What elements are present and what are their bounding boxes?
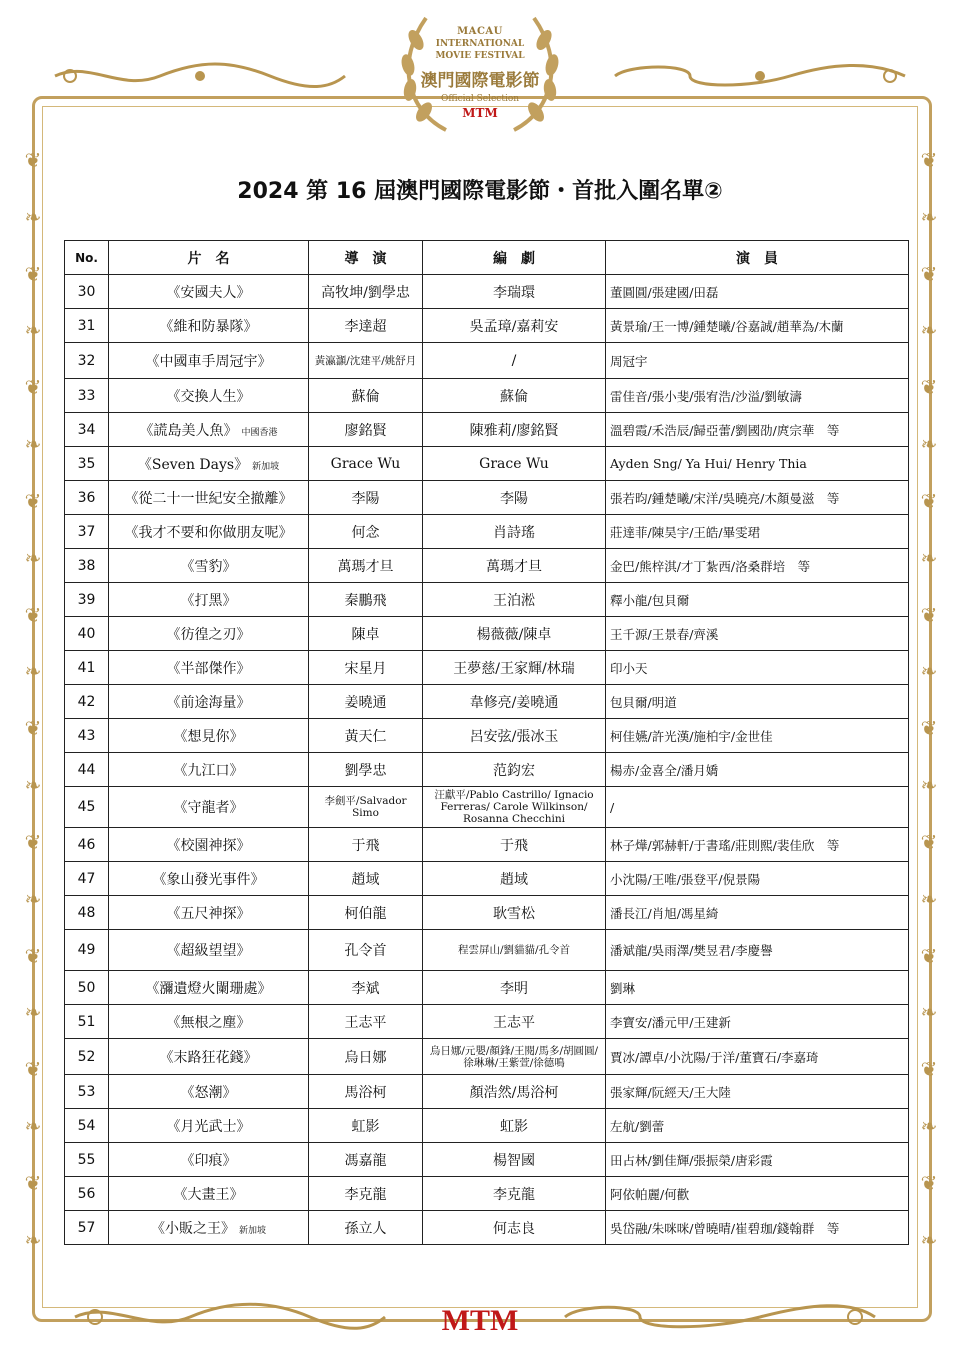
film-title-text: 《無根之塵》 <box>166 1014 251 1031</box>
table-row <box>65 1075 909 1109</box>
director-cell: 秦鵬飛 <box>309 583 423 617</box>
cast-cell: / <box>606 787 909 828</box>
table-row <box>65 896 909 930</box>
selection-table <box>64 240 909 1245</box>
writer-cell: 肖詩瑤 <box>423 515 606 549</box>
writer-cell: 王泊淞 <box>423 583 606 617</box>
film-title-text: 《交換人生》 <box>166 388 251 405</box>
film-title-text: 《安國夫人》 <box>166 284 251 301</box>
film-title <box>109 343 309 379</box>
director-cell: 高牧坤/劉學忠 <box>309 275 423 309</box>
table-row <box>65 971 909 1005</box>
cast-cell: 劉琳 <box>606 971 909 1005</box>
writer-cell: 王夢慈/王家輝/林瑞 <box>423 651 606 685</box>
writer-cell: 蘇倫 <box>423 379 606 413</box>
film-region-label: 新加坡 <box>238 1225 266 1236</box>
film-title <box>109 1177 309 1211</box>
film-title-text: 《前途海量》 <box>166 694 251 711</box>
director-cell: 李陽 <box>309 481 423 515</box>
cast-cell: 楊赤/金喜全/潘月嬌 <box>606 753 909 787</box>
writer-cell: 程雲屏山/劉貓貓/孔令首 <box>423 930 606 971</box>
table-row <box>65 1177 909 1211</box>
header-director: 導 演 <box>309 241 423 275</box>
director-cell: 于飛 <box>309 828 423 862</box>
table-row <box>65 1109 909 1143</box>
film-title-text: 《月光武士》 <box>166 1118 251 1135</box>
film-title <box>109 1109 309 1143</box>
table-row <box>65 787 909 828</box>
director-cell: 劉學忠 <box>309 753 423 787</box>
film-title-text: 《謊島美人魚》 <box>139 422 238 439</box>
row-number: 51 <box>65 1005 109 1039</box>
writer-cell: 李明 <box>423 971 606 1005</box>
row-number: 42 <box>65 685 109 719</box>
table-row <box>65 1039 909 1075</box>
film-title <box>109 549 309 583</box>
table-row <box>65 862 909 896</box>
film-title-text: 《彷徨之刃》 <box>166 626 251 643</box>
writer-cell: 王志平 <box>423 1005 606 1039</box>
film-title <box>109 1143 309 1177</box>
writer-cell: 于飛 <box>423 828 606 862</box>
director-cell: 李斌 <box>309 971 423 1005</box>
table-row <box>65 549 909 583</box>
film-title-text: 《從二十一世紀安全撤離》 <box>124 490 293 507</box>
film-title-text: 《雪豹》 <box>180 558 237 575</box>
film-title <box>109 753 309 787</box>
director-cell: 虹影 <box>309 1109 423 1143</box>
festival-laurel-logo <box>386 10 574 140</box>
row-number: 45 <box>65 787 109 828</box>
director-cell: 馬浴柯 <box>309 1075 423 1109</box>
writer-cell: / <box>423 343 606 379</box>
page-title: 2024 第 16 屆澳門國際電影節・首批入圍名單② <box>237 179 723 204</box>
writer-cell: 虹影 <box>423 1109 606 1143</box>
director-cell: 蘇倫 <box>309 379 423 413</box>
writer-cell: 楊薇薇/陳卓 <box>423 617 606 651</box>
film-title-text: 《超級望望》 <box>166 943 251 959</box>
cast-cell: 董圓圓/張建國/田磊 <box>606 275 909 309</box>
film-title-text: 《九江口》 <box>173 762 244 779</box>
table-row <box>65 481 909 515</box>
row-number: 38 <box>65 549 109 583</box>
cast-cell: 柯佳嬿/許光漢/施柏宇/金世佳 <box>606 719 909 753</box>
film-title <box>109 930 309 971</box>
director-cell: 趙域 <box>309 862 423 896</box>
film-title-text: 《小販之王》 <box>150 1220 235 1237</box>
header-cast: 演 員 <box>606 241 909 275</box>
film-title <box>109 1211 309 1245</box>
table-body <box>65 275 909 1245</box>
director-cell: 黃天仁 <box>309 719 423 753</box>
film-title <box>109 515 309 549</box>
film-title <box>109 1075 309 1109</box>
row-number: 43 <box>65 719 109 753</box>
writer-cell: 陳雅莉/廖銘賢 <box>423 413 606 447</box>
cast-cell: 潘長江/肖旭/馮星綺 <box>606 896 909 930</box>
table-row <box>65 1005 909 1039</box>
logo-line-macau: MACAU <box>457 26 503 37</box>
table-row <box>65 1211 909 1245</box>
director-cell: 陳卓 <box>309 617 423 651</box>
table-header-row <box>65 241 909 275</box>
row-number: 30 <box>65 275 109 309</box>
cast-cell: 張若昀/鍾楚曦/宋洋/吳曉亮/木顏曼滋 等 <box>606 481 909 515</box>
cast-cell: 小沈陽/王唯/張登平/倪景陽 <box>606 862 909 896</box>
table-row <box>65 343 909 379</box>
film-title-text: 《大畫王》 <box>173 1186 244 1203</box>
film-title <box>109 275 309 309</box>
top-right-scroll-ornament <box>610 62 910 90</box>
film-title-text: 《校園神探》 <box>166 837 251 854</box>
row-number: 49 <box>65 930 109 971</box>
film-region-label: 新加坡 <box>252 461 280 472</box>
row-number: 44 <box>65 753 109 787</box>
writer-cell: 顏浩然/馬浴柯 <box>423 1075 606 1109</box>
cast-cell: 莊達菲/陳昊宇/王皓/畢雯珺 <box>606 515 909 549</box>
director-cell: 孫立人 <box>309 1211 423 1245</box>
row-number: 31 <box>65 309 109 343</box>
top-left-scroll-ornament <box>50 62 350 90</box>
row-number: 41 <box>65 651 109 685</box>
director-cell: 萬瑪才旦 <box>309 549 423 583</box>
left-ornament: ❦ ❧ ❦ ❧ ❦ ❧ ❦ ❧ ❦ ❧ ❦ ❧ ❦ ❧ ❦ ❧ ❦ ❧ ❦ ❧ <box>24 148 42 1252</box>
row-number: 53 <box>65 1075 109 1109</box>
row-number: 56 <box>65 1177 109 1211</box>
writer-cell: 李克龍 <box>423 1177 606 1211</box>
film-title-text: 《半部傑作》 <box>166 660 251 677</box>
writer-cell: 趙域 <box>423 862 606 896</box>
film-title-text: 《想見你》 <box>173 728 244 745</box>
logo-chinese-name: 澳門國際電影節 <box>420 71 540 91</box>
writer-cell: 烏日娜/元嬰/顏鋒/王閱/馬多/胡圓圓/徐琳琳/王紫萱/徐德鳴 <box>423 1039 606 1075</box>
table-row <box>65 583 909 617</box>
film-title <box>109 309 309 343</box>
cast-cell: 釋小龍/包貝爾 <box>606 583 909 617</box>
cast-cell: 左航/劉蕾 <box>606 1109 909 1143</box>
film-region-label: 中國香港 <box>241 427 278 438</box>
table-row <box>65 930 909 971</box>
logo-line-movie-festival: MOVIE FESTIVAL <box>435 51 525 61</box>
film-title <box>109 971 309 1005</box>
writer-cell: 汪獻平/Pablo Castrillo/ Ignacio Ferreras/ Carole Wilkinson/ Rosanna Checchini <box>423 787 606 828</box>
writer-cell: 范鈞宏 <box>423 753 606 787</box>
cast-cell: 黃景瑜/王一博/鍾楚曦/谷嘉誠/趙華為/木蘭 <box>606 309 909 343</box>
writer-cell: 李瑞環 <box>423 275 606 309</box>
writer-cell: 呂安弦/張冰玉 <box>423 719 606 753</box>
director-cell: 孔令首 <box>309 930 423 971</box>
cast-cell: 田占林/劉佳輝/張振榮/唐彩霞 <box>606 1143 909 1177</box>
cast-cell: 金巴/熊梓淇/才丁紮西/洛桑群培 等 <box>606 549 909 583</box>
film-title <box>109 617 309 651</box>
cast-cell: 雷佳音/張小斐/張宥浩/沙溢/劉敏濤 <box>606 379 909 413</box>
cast-cell: 潘斌龍/吳雨澤/樊昱君/李慶譽 <box>606 930 909 971</box>
row-number: 40 <box>65 617 109 651</box>
cast-cell: 包貝爾/明道 <box>606 685 909 719</box>
right-ornament: ❦ ❧ ❦ ❧ ❦ ❧ ❦ ❧ ❦ ❧ ❦ ❧ ❦ ❧ ❦ ❧ ❦ ❧ ❦ ❧ <box>920 148 938 1252</box>
cast-cell: Ayden Sng/ Ya Hui/ Henry Thia <box>606 447 909 481</box>
film-title-text: 《我才不要和你做朋友呢》 <box>124 524 293 541</box>
row-number: 52 <box>65 1039 109 1075</box>
header-writer: 編 劇 <box>423 241 606 275</box>
table-row <box>65 275 909 309</box>
film-title-text: 《Seven Days》 <box>137 456 249 473</box>
director-cell: 馮嘉龍 <box>309 1143 423 1177</box>
table-row <box>65 617 909 651</box>
row-number: 37 <box>65 515 109 549</box>
film-title-text: 《打黑》 <box>180 592 237 609</box>
director-cell: 李達超 <box>309 309 423 343</box>
cast-cell: 王千源/王景春/齊溪 <box>606 617 909 651</box>
film-title-text: 《印痕》 <box>180 1152 237 1169</box>
table-row <box>65 1143 909 1177</box>
table-row <box>65 379 909 413</box>
writer-cell: 萬瑪才旦 <box>423 549 606 583</box>
film-title-text: 《守龍者》 <box>173 800 244 816</box>
film-title <box>109 719 309 753</box>
film-title-text: 《末路狂花錢》 <box>159 1049 258 1066</box>
film-title <box>109 896 309 930</box>
table-row <box>65 413 909 447</box>
table-row <box>65 515 909 549</box>
table-row <box>65 719 909 753</box>
director-cell: 李劍平/Salvador Simo <box>309 787 423 828</box>
row-number: 36 <box>65 481 109 515</box>
film-title <box>109 1005 309 1039</box>
row-number: 32 <box>65 343 109 379</box>
row-number: 39 <box>65 583 109 617</box>
director-cell: 何念 <box>309 515 423 549</box>
cast-cell: 周冠宇 <box>606 343 909 379</box>
footer-mtm-logo: MTM <box>441 1304 519 1337</box>
row-number: 35 <box>65 447 109 481</box>
film-title-text: 《五尺神探》 <box>166 905 251 922</box>
writer-cell: 吳孟璋/嘉莉安 <box>423 309 606 343</box>
row-number: 57 <box>65 1211 109 1245</box>
writer-cell: 耿雪松 <box>423 896 606 930</box>
cast-cell: 印小天 <box>606 651 909 685</box>
writer-cell: 李陽 <box>423 481 606 515</box>
film-title <box>109 862 309 896</box>
row-number: 55 <box>65 1143 109 1177</box>
logo-line-international: INTERNATIONAL <box>435 39 525 49</box>
writer-cell: 何志良 <box>423 1211 606 1245</box>
logo-official-selection: Official Selection <box>440 94 520 104</box>
table-row <box>65 309 909 343</box>
row-number: 33 <box>65 379 109 413</box>
row-number: 46 <box>65 828 109 862</box>
film-title-text: 《怒潮》 <box>180 1084 237 1101</box>
writer-cell: Grace Wu <box>423 447 606 481</box>
director-cell: 李克龍 <box>309 1177 423 1211</box>
director-cell: Grace Wu <box>309 447 423 481</box>
cast-cell: 李寶安/潘元甲/王建新 <box>606 1005 909 1039</box>
row-number: 50 <box>65 971 109 1005</box>
director-cell: 宋星月 <box>309 651 423 685</box>
cast-cell: 林子燁/郭赫軒/于書瑤/莊則熙/裴佳欣 等 <box>606 828 909 862</box>
film-title <box>109 583 309 617</box>
film-title <box>109 828 309 862</box>
table-row <box>65 753 909 787</box>
director-cell: 廖銘賢 <box>309 413 423 447</box>
cast-cell: 賈冰/譚卓/小沈陽/于洋/董寶石/李嘉琦 <box>606 1039 909 1075</box>
film-title <box>109 1039 309 1075</box>
cast-cell: 吳岱融/朱咪咪/曾曉晴/崔碧珈/錢翰群 等 <box>606 1211 909 1245</box>
film-title <box>109 447 309 481</box>
logo-mtm: MTM <box>462 106 498 120</box>
film-title-text: 《中國車手周冠宇》 <box>145 353 272 370</box>
film-title <box>109 651 309 685</box>
table-row <box>65 828 909 862</box>
film-title <box>109 787 309 828</box>
director-cell: 柯伯龍 <box>309 896 423 930</box>
film-title-text: 《維和防暴隊》 <box>159 318 258 335</box>
cast-cell: 溫碧霞/禾浩辰/歸亞蕾/劉國劭/庹宗華 等 <box>606 413 909 447</box>
row-number: 48 <box>65 896 109 930</box>
film-title <box>109 685 309 719</box>
film-title-text: 《瀰遺燈火闌珊處》 <box>145 980 272 997</box>
row-number: 54 <box>65 1109 109 1143</box>
film-title <box>109 379 309 413</box>
director-cell: 黃瀛灝/沈建平/姚舒月 <box>309 343 423 379</box>
cast-cell: 張家輝/阮經天/王大陸 <box>606 1075 909 1109</box>
director-cell: 姜曉通 <box>309 685 423 719</box>
film-title-text: 《象山發光事件》 <box>152 871 265 888</box>
row-number: 47 <box>65 862 109 896</box>
table-row <box>65 447 909 481</box>
film-title <box>109 413 309 447</box>
header-no: No. <box>65 241 109 275</box>
table-row <box>65 685 909 719</box>
row-number: 34 <box>65 413 109 447</box>
director-cell: 王志平 <box>309 1005 423 1039</box>
cast-cell: 阿依帕麗/何歡 <box>606 1177 909 1211</box>
writer-cell: 韋修亮/姜曉通 <box>423 685 606 719</box>
header-film: 片 名 <box>109 241 309 275</box>
director-cell: 烏日娜 <box>309 1039 423 1075</box>
table-row <box>65 651 909 685</box>
film-title <box>109 481 309 515</box>
writer-cell: 楊智國 <box>423 1143 606 1177</box>
